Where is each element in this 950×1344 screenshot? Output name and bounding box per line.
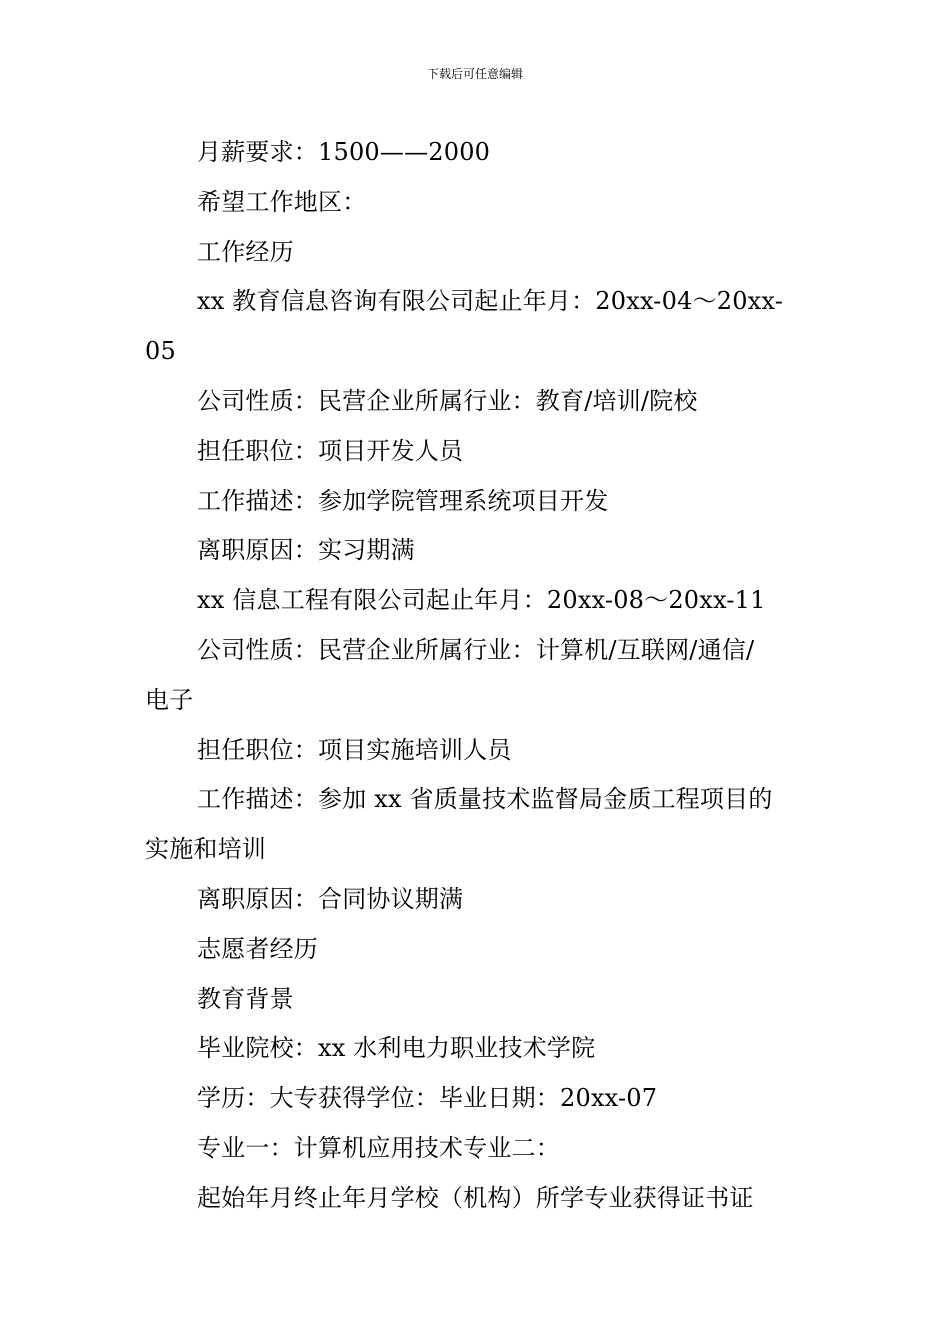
job2-leave-reason-line: 离职原因：合同协议期满 [197, 884, 464, 913]
document-body [145, 128, 810, 1224]
job2-company-type-line-cont: 电子 [145, 685, 194, 714]
volunteer-experience-heading: 志愿者经历 [197, 934, 318, 963]
salary-requirement-line: 月薪要求：1500——2000 [197, 138, 491, 166]
major-line: 专业一：计算机应用技术专业二： [197, 1133, 560, 1162]
job2-description-line-cont: 实施和培训 [145, 835, 266, 864]
job2-position-line: 担任职位：项目实施培训人员 [197, 735, 512, 764]
job1-company-line: xx 教育信息咨询有限公司起止年月：20xx-04～20xx- [197, 287, 784, 316]
job2-description-line: 工作描述：参加 xx 省质量技术监督局金质工程项目的 [197, 785, 773, 814]
job1-company-type-line: 公司性质：民营企业所属行业：教育/培训/院校 [197, 386, 698, 415]
work-experience-heading: 工作经历 [197, 237, 294, 266]
job1-company-line-cont: 05 [145, 337, 176, 366]
page-header-note: 下载后可任意编辑 [426, 67, 523, 81]
education-table-header-line: 起始年月终止年月学校（机构）所学专业获得证书证 [197, 1183, 754, 1212]
job1-leave-reason-line: 离职原因：实习期满 [197, 536, 415, 565]
job1-position-line: 担任职位：项目开发人员 [197, 436, 464, 465]
graduation-school-line: 毕业院校：xx 水利电力职业技术学院 [197, 1034, 596, 1063]
education-background-heading: 教育背景 [197, 984, 294, 1013]
desired-location-line: 希望工作地区： [197, 187, 367, 216]
job1-description-line: 工作描述：参加学院管理系统项目开发 [197, 486, 609, 515]
degree-line: 学历：大专获得学位：毕业日期：20xx-07 [197, 1084, 658, 1113]
job2-company-line: xx 信息工程有限公司起止年月：20xx-08～20xx-11 [197, 586, 766, 615]
job2-company-type-line: 公司性质：民营企业所属行业：计算机/互联网/通信/ [197, 635, 755, 664]
